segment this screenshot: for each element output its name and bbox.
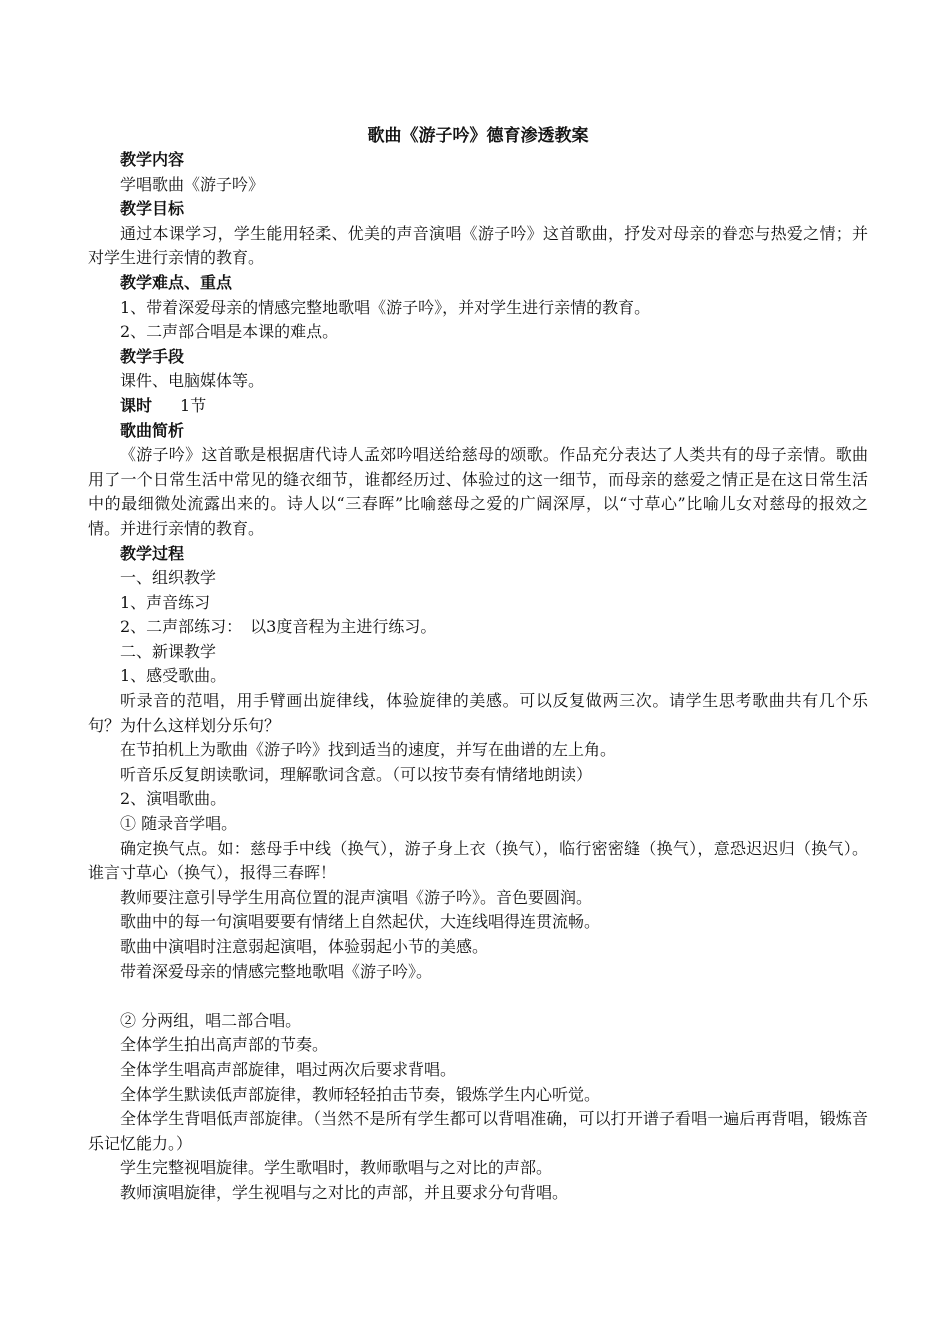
blank-line — [88, 984, 868, 1009]
process2-line: 全体学生背唱低声部旋律。（当然不是所有学生都可以背唱准确，可以打开谱子看唱一遍后再背唱，锻炼音乐记忆能力。） — [88, 1109, 868, 1153]
process2-line: 学生完整视唱旋律。学生歌唱时，教师歌唱与之对比的声部。 — [120, 1158, 553, 1178]
process2-line: 全体学生默读低声部旋律，教师轻轻拍击节奏，锻炼学生内心听觉。 — [120, 1084, 601, 1104]
process-line: 1、声音练习 — [120, 592, 211, 612]
process-line: 二、新课教学 — [120, 641, 217, 661]
process2-line: 教师演唱旋律，学生视唱与之对比的声部，并且要求分句背唱。 — [120, 1182, 569, 1202]
period-label: 课时 — [120, 395, 153, 415]
process2-line: 全体学生拍出高声部的节奏。 — [120, 1035, 329, 1055]
heading-analysis: 歌曲简析 — [120, 420, 185, 440]
difficulty-item-1: 1、带着深爱母亲的情感完整地歌唱《游子吟》，并对学生进行亲情的教育。 — [120, 297, 651, 317]
process-line: 确定换气点。如：慈母手中线（换气），游子身上衣（换气），临行密密缝（换气），意恐迟迟归（换气）。谁言寸草心（换气），报得三春晖！ — [88, 838, 868, 883]
process-line: 2、演唱歌曲。 — [120, 789, 227, 809]
heading-goal: 教学目标 — [120, 199, 185, 219]
means-text: 课件、电脑媒体等。 — [120, 371, 265, 391]
period-value: 1节 — [180, 395, 207, 415]
process2-line: ② 分两组，唱二部合唱。 — [120, 1010, 302, 1030]
process-line: 带着深爱母亲的情感完整地歌唱《游子吟》。 — [120, 961, 433, 981]
process-line: 教师要注意引导学生用高位置的混声演唱《游子吟》。音色要圆润。 — [120, 887, 593, 907]
process-line: 听音乐反复朗读歌词，理解歌词含意。（可以按节奏有情绪地朗读） — [120, 764, 593, 784]
process-line: 在节拍机上为歌曲《游子吟》找到适当的速度，并写在曲谱的左上角。 — [120, 740, 617, 760]
content-text: 学唱歌曲《游子吟》 — [120, 174, 265, 194]
document-title: 歌曲《游子吟》德育渗透教案 — [367, 126, 589, 146]
process-line: 歌曲中演唱时注意弱起演唱，体验弱起小节的美感。 — [120, 937, 489, 956]
heading-means: 教学手段 — [120, 346, 185, 366]
period-line — [88, 394, 868, 419]
process-line: 2、二声部练习： 以3度音程为主进行练习。 — [120, 617, 437, 637]
difficulty-item-2: 2、二声部合唱是本课的难点。 — [120, 322, 339, 342]
process-line: 1、感受歌曲。 — [120, 666, 227, 686]
goal-text: 通过本课学习，学生能用轻柔、优美的声音演唱《游子吟》这首歌曲，抒发对母亲的眷恋与热爱之情；并对学生进行亲情的教育。 — [88, 223, 868, 268]
process2-line: 全体学生唱高声部旋律，唱过两次后要求背唱。 — [120, 1059, 457, 1079]
heading-process: 教学过程 — [120, 543, 185, 563]
process-line: 听录音的范唱，用手臂画出旋律线，体验旋律的美感。可以反复做两三次。请学生思考歌曲共有几个乐句？为什么这样划分乐句？ — [88, 691, 868, 735]
process-line: 一、组织教学 — [120, 568, 217, 588]
document-page — [88, 124, 868, 1206]
heading-content: 教学内容 — [120, 150, 185, 169]
process-line: 歌曲中的每一句演唱要要有情绪上自然起伏，大连线唱得连贯流畅。 — [120, 912, 601, 932]
heading-difficulty: 教学难点、重点 — [120, 272, 233, 292]
process-line: ① 随录音学唱。 — [120, 814, 238, 834]
analysis-text: 《游子吟》这首歌是根据唐代诗人孟郊吟唱送给慈母的颂歌。作品充分表达了人类共有的母子亲情。歌曲用了一个日常生活中常见的缝衣细节，谁都经历过、体验过的这一细节，而母亲的慈爱之情正是在这日常生活中的最细微处流露出来的。诗人以“三春晖”比喻慈母之爱的广阔深厚，以“寸草心”比喻儿女对慈母的报效之情。并进行亲情的教育。 — [88, 445, 868, 538]
